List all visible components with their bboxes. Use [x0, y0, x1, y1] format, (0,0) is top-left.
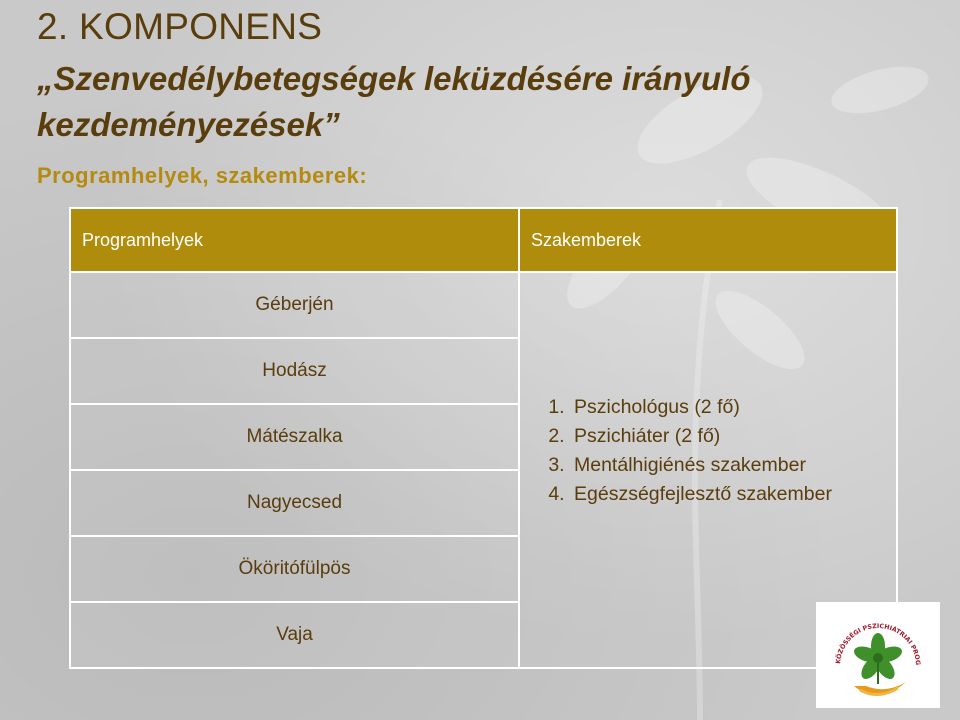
place-cell: Hodász — [70, 338, 519, 404]
slide-subtitle-quote: „Szenvedélybetegségek leküzdésére irányuló kezdeményezések” — [37, 60, 751, 143]
place-cell: Nagyecsed — [70, 470, 519, 536]
header-szakemberek: Szakemberek — [519, 208, 897, 272]
logo-emblem-icon — [816, 602, 940, 708]
section-heading: Programhelyek, szakemberek: — [37, 163, 368, 188]
logo-ring-text: KÖZÖSSÉGI PSZICHIÁTRIAI PROG — [835, 622, 922, 666]
program-table — [69, 207, 898, 669]
list-item: 4. Egészségfejlesztő szakember — [570, 480, 896, 509]
table-row — [70, 272, 897, 338]
header-programhelyek: Programhelyek — [70, 208, 519, 272]
table-header-row — [70, 208, 897, 272]
list-item: 3. Mentálhigiénés szakember — [570, 451, 896, 480]
list-item: 1. Pszichológus (2 fő) — [570, 393, 896, 422]
place-cell: Mátészalka — [70, 404, 519, 470]
program-logo — [816, 602, 940, 708]
place-cell: Géberjén — [70, 272, 519, 338]
place-cell: Vaja — [70, 602, 519, 668]
experts-list — [540, 393, 896, 509]
list-item: 2. Pszichiáter (2 fő) — [570, 422, 896, 451]
place-cell: Ököritófülpös — [70, 536, 519, 602]
slide-title: 2. KOMPONENS — [37, 6, 323, 47]
